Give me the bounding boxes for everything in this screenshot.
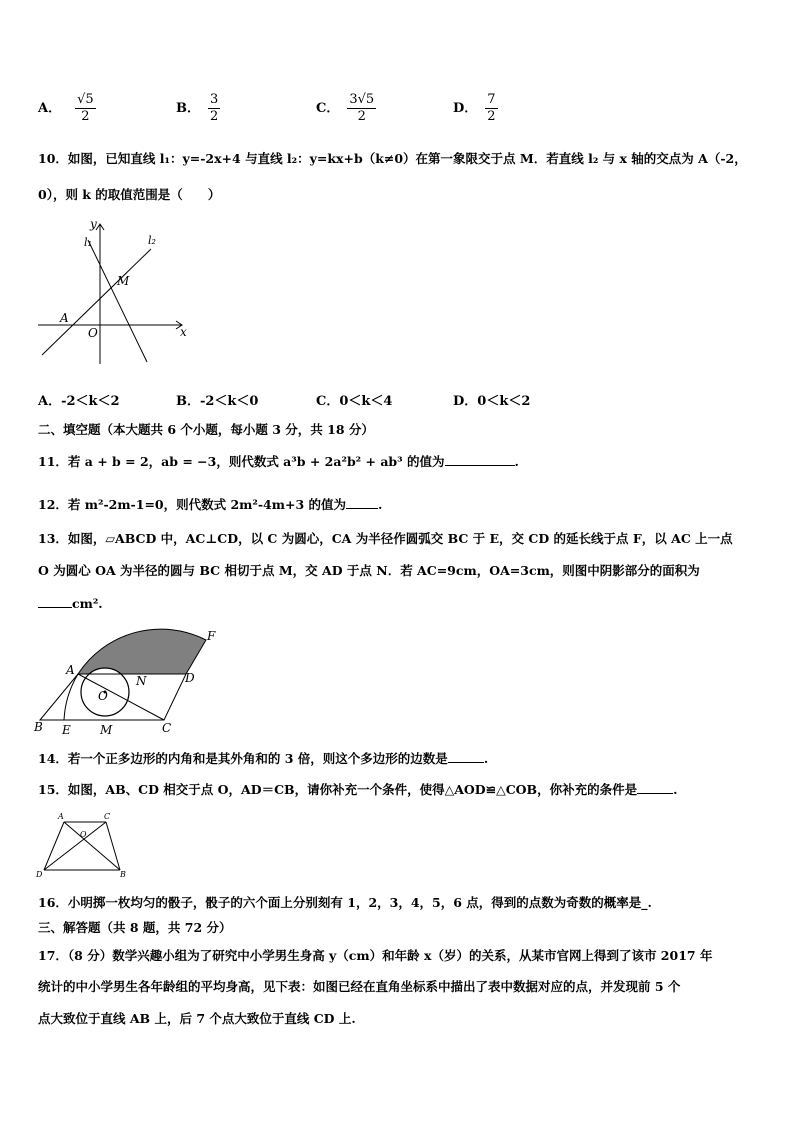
q9-option-c: C． $\frac{3√5}{2}$ xyxy=(316,92,375,124)
q12-text: 12．若 m²-2m-1=0，则代数式 2m²-4m+3 的值为 . xyxy=(38,497,383,512)
label-a: A xyxy=(58,812,64,821)
q10-option-b: B．-2＜k＜0 xyxy=(176,394,259,409)
label-m: M xyxy=(117,274,130,288)
label-y: y xyxy=(90,217,97,231)
q13-text-line1: 13．如图，▱ABCD 中，AC⊥CD，以 C 为圆心，CA 为半径作圆弧交 BC 于 E，交 CD 的延长线于点 F，以 AC 上一点 xyxy=(38,531,733,546)
q13-figure xyxy=(32,622,232,740)
q10-option-c: C．0＜k＜4 xyxy=(316,394,393,409)
q10-option-a: A．-2＜k＜2 xyxy=(38,394,120,409)
label-c: C xyxy=(162,721,172,735)
label-l2: l₂ xyxy=(148,234,156,247)
q9-option-b: B． $\frac{3}{2}$ xyxy=(176,92,219,124)
q13-text-line2: O 为圆心 OA 为半径的圆与 BC 相切于点 M，交 AD 于点 N．若 AC=9cm，OA=3cm，则图中阴影部分的面积为 xyxy=(38,563,700,578)
label-m: M xyxy=(100,723,113,737)
label-d: D xyxy=(185,671,195,685)
q11-text: 11．若 a + b = 2，ab = −3，则代数式 a³b + 2a²b² + ab³ 的值为 . xyxy=(38,454,519,469)
q14-text: 14．若一个正多边形的内角和是其外角和的 3 倍，则这个多边形的边数是 . xyxy=(38,751,489,766)
q9-option-d: D． $\frac{7}{2}$ xyxy=(453,92,496,124)
q15-text: 15．如图，AB、CD 相交于点 O，AD＝CB，请你补充一个条件，使得△AOD≌△COB，你补充的条件是 . xyxy=(38,782,678,797)
q10-text-line2: 0），则 k 的取值范围是（ ） xyxy=(38,187,221,202)
section2-heading: 二、填空题（本大题共 6 个小题，每小题 3 分，共 18 分） xyxy=(38,422,374,437)
q10-figure xyxy=(30,212,200,372)
label-n: N xyxy=(136,674,147,688)
label-d: D xyxy=(36,870,43,879)
label-x: x xyxy=(180,325,187,339)
label-b: B xyxy=(120,870,126,879)
label-a: A xyxy=(60,311,69,325)
label-a: A xyxy=(66,663,75,677)
q13-text-line3: cm². xyxy=(38,595,103,612)
label-o: O xyxy=(80,830,87,839)
q17-text-line3: 点大致位于直线 AB 上，后 7 个点大致位于直线 CD 上. xyxy=(38,1011,356,1026)
label-o: O xyxy=(88,326,98,340)
label-e: E xyxy=(62,723,71,737)
q15-figure xyxy=(34,808,134,880)
label-o: O xyxy=(98,689,108,703)
label-c: C xyxy=(104,812,111,821)
q10-text-line1: 10．如图，已知直线 l₁：y=-2x+4 与直线 l₂：y=kx+b（k≠0）在第一象限交于点 M．若直线 l₂ 与 x 轴的交点为 A（-2， xyxy=(38,151,747,166)
label-l1: l₁ xyxy=(84,236,92,249)
q17-text-line1: 17．（8 分）数学兴趣小组为了研究中小学男生身高 y（cm）和年龄 x（岁）的关系，从某市官网上得到了该市 2017 年 xyxy=(38,948,713,963)
label-b: B xyxy=(34,720,43,734)
section3-heading: 三、解答题（共 8 题，共 72 分） xyxy=(38,920,232,935)
label-f: F xyxy=(207,629,216,643)
q16-text: 16．小明掷一枚均匀的骰子，骰子的六个面上分别刻有 1，2，3，4，5，6 点，得到的点数为奇数的概率是_. xyxy=(38,895,652,910)
q10-option-d: D．0＜k＜2 xyxy=(453,394,531,409)
q17-text-line2: 统计的中小学男生各年龄组的平均身高，见下表：如图已经在直角坐标系中描出了表中数据对应的点，并发现前 5 个 xyxy=(38,979,681,994)
q9-option-a: A． $\frac{√5}{2}$ xyxy=(38,92,94,124)
